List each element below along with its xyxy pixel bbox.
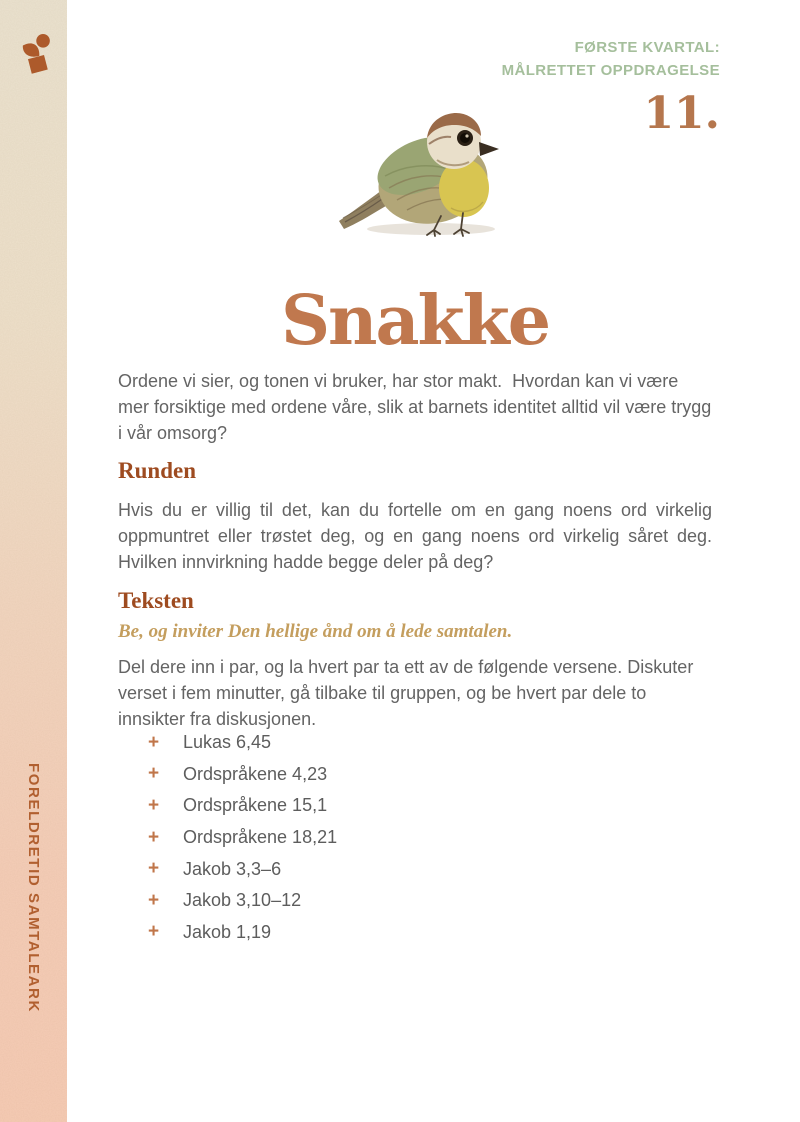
plus-bullet-icon: + [148,794,160,816]
plus-bullet-icon: + [148,921,160,943]
verse-label: Jakob 3,10–12 [183,890,302,911]
lesson-number: 11. [643,88,720,139]
list-item [118,917,712,949]
bird-illustration [333,104,538,239]
section-heading-runden: Runden [118,458,196,483]
verse-label: Jakob 3,3–6 [183,858,282,879]
list-item [118,885,712,917]
verse-label: Lukas 6,45 [183,732,272,753]
kicker-line1: FØRSTE KVARTAL: [574,39,720,56]
plus-bullet-icon: + [148,731,160,753]
verse-label: Ordspråkene 18,21 [183,827,338,848]
plus-bullet-icon: + [148,889,160,911]
list-item [118,822,712,854]
runden-paragraph: Hvis du er villig til det, kan du fortelle om en gang noens ord virkelig oppmuntret eller trøstet deg, og en gang noens ord virkelig såret deg. Hvilken innvirkning hadde begge deler på deg? [118,500,712,572]
list-item [118,853,712,885]
teksten-paragraph: Del dere inn i par, og la hvert par ta ett av de følgende versene. Diskuter verset i fem minutter, gå tilbake til gruppen, og be hvert par dele to innsikter fra diskusjonen. [118,657,694,729]
section-heading-teksten: Teksten [118,588,194,613]
plus-bullet-icon: + [148,763,160,785]
verse-label: Ordspråkene 4,23 [183,763,328,784]
verse-label: Ordspråkene 15,1 [183,795,328,816]
seedling-logo-icon [20,32,52,76]
kicker-line2: MÅLRETTET OPPDRAGELSE [501,62,720,79]
plus-bullet-icon: + [148,858,160,880]
quarter-kicker [502,36,720,82]
sidebar-vertical-label: FORELDRETID SAMTALEARK [25,763,42,1013]
intro-paragraph: Ordene vi sier, og tonen vi bruker, har stor makt. Hvordan kan vi være mer forsiktige med ordene våre, slik at barnets identitet alltid vil være trygg i vår omsorg? [118,371,717,443]
list-item [118,759,712,791]
list-item [118,727,712,759]
left-sidebar [0,0,67,1122]
page-title: Snakke [280,281,550,361]
verse-label: Jakob 1,19 [183,921,272,942]
plus-bullet-icon: + [148,826,160,848]
prayer-instruction: Be, og inviter Den hellige ånd om å lede samtalen. [118,621,513,642]
verse-list [118,727,712,948]
list-item [118,790,712,822]
